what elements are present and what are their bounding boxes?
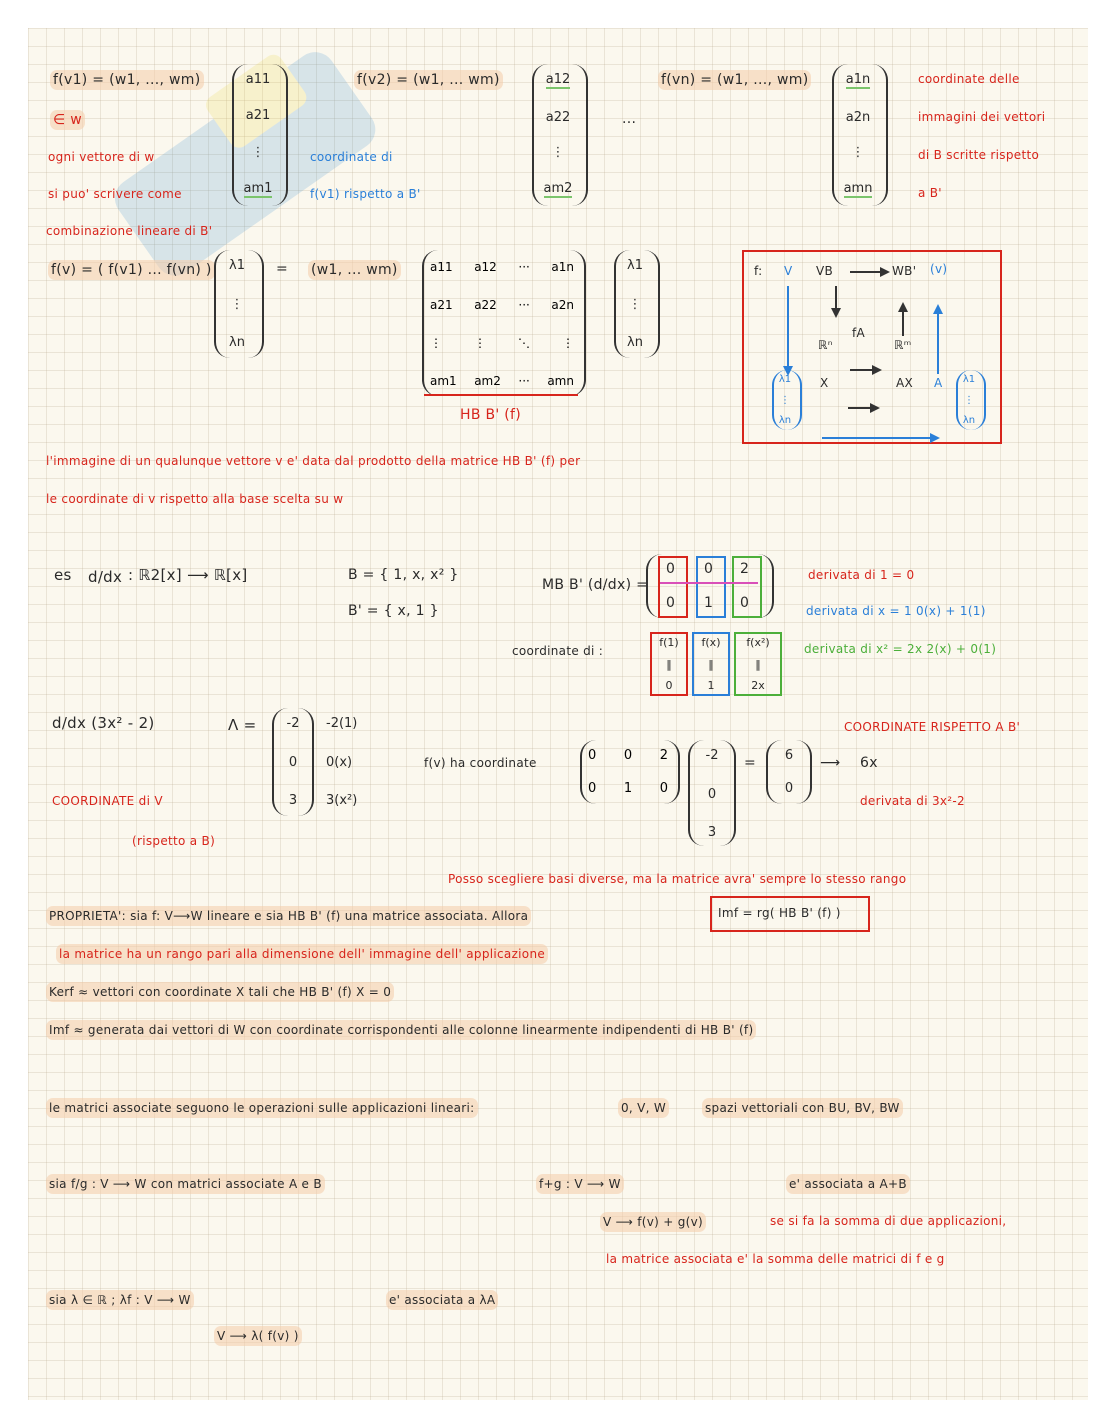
coord-entries-1: [650, 636, 688, 692]
coord-bot: 0: [665, 679, 673, 692]
lambda-equals: Λ =: [228, 716, 257, 734]
lambda-vector-2-entries: [616, 258, 654, 350]
coordinate-label: coordinate di: [310, 150, 393, 164]
entry-am2: am2: [543, 180, 573, 196]
entry-a21: a21: [245, 108, 271, 124]
deriv-1: derivata di 1 = 0: [808, 568, 915, 582]
cell: ⋮: [562, 336, 574, 350]
diagram-a: A: [934, 376, 943, 390]
coord-top: f(1): [659, 636, 679, 649]
ellipsis: ...: [622, 111, 637, 127]
lambda-n: λn: [778, 415, 792, 426]
sum-v-map: V ⟶ f(v) + g(v): [600, 1212, 706, 1232]
lambda-dots: ⋮: [964, 394, 974, 406]
coordinate-label-2: f(v1) rispetto a B': [310, 187, 421, 201]
fv-expansion: f(v) = ( f(v1) ... f(vn) ): [48, 260, 215, 280]
diagram-fa: fA: [852, 326, 866, 340]
matrix-underline: [424, 394, 578, 396]
matrix-M-label: MB B' (d/dx) =: [542, 577, 649, 593]
image-sentence-1: l'immagine di un qualunque vettore v e' data dal prodotto della matrice HB B' (f) per: [46, 454, 581, 468]
cell: ⋱: [518, 336, 530, 350]
cell: a1n: [551, 260, 574, 274]
product-vector-entries: [688, 748, 736, 840]
entry-am1: am1: [243, 180, 273, 196]
matrix-row: [430, 336, 574, 350]
diagram-v: V: [784, 264, 793, 278]
sum-map: f+g : V ⟶ W: [536, 1174, 624, 1194]
cell: a22: [474, 298, 497, 312]
matrix-row: [430, 374, 574, 388]
cell: 0: [588, 748, 597, 763]
vec-entry: 0: [707, 786, 717, 802]
coord-top: f(x²): [746, 636, 770, 649]
lambda-vector-entries: [216, 258, 258, 350]
lambda-entry: 3: [288, 793, 298, 808]
coordinate-v-label: COORDINATE di V: [52, 794, 163, 808]
lambda-n: λn: [962, 415, 976, 426]
coordinate-di-label: coordinate di :: [512, 644, 604, 658]
equals-sign-2: =: [744, 755, 757, 771]
entry-dots-2: ⋮: [551, 145, 565, 161]
right-note-4: a B': [918, 186, 942, 200]
column-vector-1-entries: [234, 72, 282, 198]
entry-dots: ⋮: [251, 144, 265, 160]
cell: ⋮: [430, 336, 442, 350]
entry-a1n: a1n: [845, 72, 871, 87]
spaces-bases: spazi vettoriali con BU, BV, BW: [702, 1098, 903, 1118]
diagram-wb: WB': [892, 264, 917, 278]
entry-amn: amn: [843, 180, 873, 196]
entry-a22: a22: [545, 109, 571, 125]
coord-entries-x: [692, 636, 730, 692]
diagram-ax: AX: [896, 376, 914, 390]
image-sentence-2: le coordinate di v rispetto alla base scelta su w: [46, 492, 344, 506]
cell: 0: [588, 781, 597, 796]
image-statement: Imf ≈ generata dai vettori di W con coordinate corrispondenti alle colonne linearmente indipendenti di HB B' (f): [46, 1020, 756, 1040]
cell: 2: [659, 748, 668, 763]
M-00: 0: [666, 561, 676, 577]
basis-B-prime: B' = { x, 1 }: [348, 603, 439, 619]
notebook-page: [28, 28, 1088, 1400]
sum-statement: sia f/g : V ⟶ W con matrici associate A e B: [46, 1174, 325, 1194]
cell: ···: [518, 260, 530, 274]
cell: ···: [518, 298, 530, 312]
res-entry: 6: [784, 748, 794, 763]
diagram-lambda-entries-right: [956, 374, 982, 426]
w-basis-vector: (w1, ... wm): [308, 260, 401, 280]
entry-dots-n: ⋮: [851, 145, 865, 161]
coord-bot: 1: [707, 679, 715, 692]
lambda-note: 0(x): [326, 754, 353, 770]
f-v2-label: f(v2) = (w1, ... wm): [354, 70, 503, 90]
entry-a2n: a2n: [845, 109, 871, 125]
cell: 0: [623, 748, 633, 763]
product-matrix-rows: [588, 748, 668, 796]
derivative-expression: d/dx (3x² - 2): [52, 714, 155, 732]
cell: 1: [623, 781, 633, 796]
result-arrow: ⟶: [820, 755, 841, 771]
note-linear-combination: combinazione lineare di B': [46, 224, 213, 238]
diagram-v-paren: (v): [930, 262, 948, 276]
diagram-lambda-entries-left: [772, 374, 798, 426]
lambda-entry: -2: [286, 716, 300, 731]
res-entry: 0: [784, 781, 794, 796]
cell: am2: [474, 374, 501, 388]
d-dx: d/dx: [88, 568, 123, 586]
deriv-x2: derivata di x² = 2x 2(x) + 0(1): [804, 642, 997, 656]
coord-entries-x2: [734, 636, 782, 692]
deriv-x: derivata di x = 1 0(x) + 1(1): [806, 604, 986, 618]
cell: ···: [518, 374, 530, 388]
operations-statement: le matrici associate seguono le operazioni sulle applicazioni lineari:: [46, 1098, 478, 1118]
sum-associated: e' associata a A+B: [786, 1174, 910, 1194]
coord-B-prime-label: COORDINATE RISPETTO A B': [844, 720, 1021, 734]
column-vector-n-entries: [834, 72, 882, 198]
matrix-A-rows: [430, 260, 574, 388]
f-vn-label: f(vn) = (w1, ..., wm): [658, 70, 811, 90]
lambda-1: λ1: [778, 374, 792, 385]
derivata-label: derivata di 3x²-2: [860, 794, 965, 808]
lambda-dots: ⋮: [230, 296, 244, 312]
diagram-x: X: [820, 376, 829, 390]
coord-bot: 2x: [751, 679, 765, 692]
basis-B: B = { 1, x, x² }: [348, 567, 459, 583]
diagram-vb: VB: [816, 264, 834, 278]
result-vector-entries: [766, 748, 812, 796]
cell: a2n: [551, 298, 574, 312]
column-vector-2-entries: [534, 72, 582, 198]
f-v1-label: f(v1) = (w1, ..., wm): [50, 70, 204, 90]
cell: ⋮: [474, 336, 486, 350]
cell: 0: [659, 781, 668, 796]
lambda-notes: [326, 716, 372, 808]
vec-entry: 3: [707, 825, 717, 840]
M-01: 0: [704, 561, 714, 577]
basi-note: Posso scegliere basi diverse, ma la matrice avra' sempre lo stesso rango: [448, 872, 907, 886]
matrix-label: HB B' (f): [460, 407, 522, 423]
lambda-1: λ1: [962, 374, 976, 385]
coord-mid: ‖: [755, 657, 761, 671]
lambda-note: 3(x²): [326, 793, 358, 808]
fv-coordinates-label: f(v) ha coordinate: [424, 756, 537, 770]
diagram-rn: ℝⁿ: [818, 338, 833, 352]
result-6x: 6x: [860, 755, 878, 771]
coord-mid: ‖: [666, 657, 672, 671]
M-10: 0: [666, 595, 676, 611]
M-12: 0: [740, 595, 750, 611]
matrix-row: [588, 781, 668, 796]
lambda-note: -2(1): [326, 716, 358, 731]
note-every-vector: ogni vettore di w: [48, 150, 155, 164]
lambda-dots: ⋮: [628, 296, 642, 312]
mapping: : ℝ2[x] ⟶ ℝ[x]: [128, 566, 248, 584]
lambda-dots: ⋮: [780, 394, 790, 406]
diagram-rm: ℝᵐ: [894, 338, 912, 352]
right-note-2: immagini dei vettori: [918, 110, 1046, 124]
entry-a11: a11: [245, 72, 271, 87]
M-11: 1: [704, 595, 714, 611]
cell: amn: [547, 374, 574, 388]
cell: a21: [430, 298, 453, 312]
lambda-1: λ1: [229, 258, 245, 273]
rank-dimension-note: la matrice ha un rango pari alla dimensione dell' immagine dell' applicazione: [56, 944, 548, 964]
right-note-3: di B scritte rispetto: [918, 148, 1040, 162]
in-w-label: ∈ w: [50, 110, 85, 130]
coord-top: f(x): [701, 636, 721, 649]
lambda-n: λn: [627, 335, 643, 350]
row-divider: [660, 582, 758, 584]
lambda-1: λ1: [627, 258, 643, 273]
es-label: es: [54, 566, 72, 584]
lambda-coord-entries: [272, 716, 314, 808]
note-can-write: si puo' scrivere come: [48, 187, 182, 201]
equals-sign: =: [276, 261, 289, 277]
lambda-n: λn: [229, 335, 245, 350]
scalar-statement: sia λ ∈ ℝ ; λf : V ⟶ W: [46, 1290, 194, 1310]
rispetto-B-label: (rispetto a B): [132, 834, 216, 848]
vec-entry: -2: [705, 748, 719, 763]
entry-a12: a12: [545, 72, 571, 87]
cell: a11: [430, 260, 453, 274]
scalar-associated: e' associata a λA: [386, 1290, 498, 1310]
cell: a12: [474, 260, 497, 274]
coord-mid: ‖: [708, 657, 714, 671]
cell: am1: [430, 374, 457, 388]
sum-note-2: la matrice associata e' la somma delle matrici di f e g: [606, 1252, 945, 1266]
imf-rank-formula: Imf = rg( HB B' (f) ): [718, 906, 841, 920]
matrix-row: [588, 748, 668, 763]
lambda-entry: 0: [288, 754, 298, 770]
matrix-row: [430, 260, 574, 274]
scalar-v-map: V ⟶ λ( f(v) ): [214, 1326, 302, 1346]
sum-note-1: se si fa la somma di due applicazioni,: [770, 1214, 1007, 1228]
diagram-f: f:: [754, 264, 763, 278]
matrix-row: [430, 298, 574, 312]
right-note-1: coordinate delle: [918, 72, 1020, 86]
kernel-statement: Kerf ≈ vettori con coordinate X tali che HB B' (f) X = 0: [46, 982, 394, 1002]
property-statement: PROPRIETA': sia f: V⟶W lineare e sia HB B' (f) una matrice associata. Allora: [46, 906, 531, 926]
M-02: 2: [740, 561, 750, 577]
spaces-list: 0, V, W: [618, 1098, 669, 1118]
